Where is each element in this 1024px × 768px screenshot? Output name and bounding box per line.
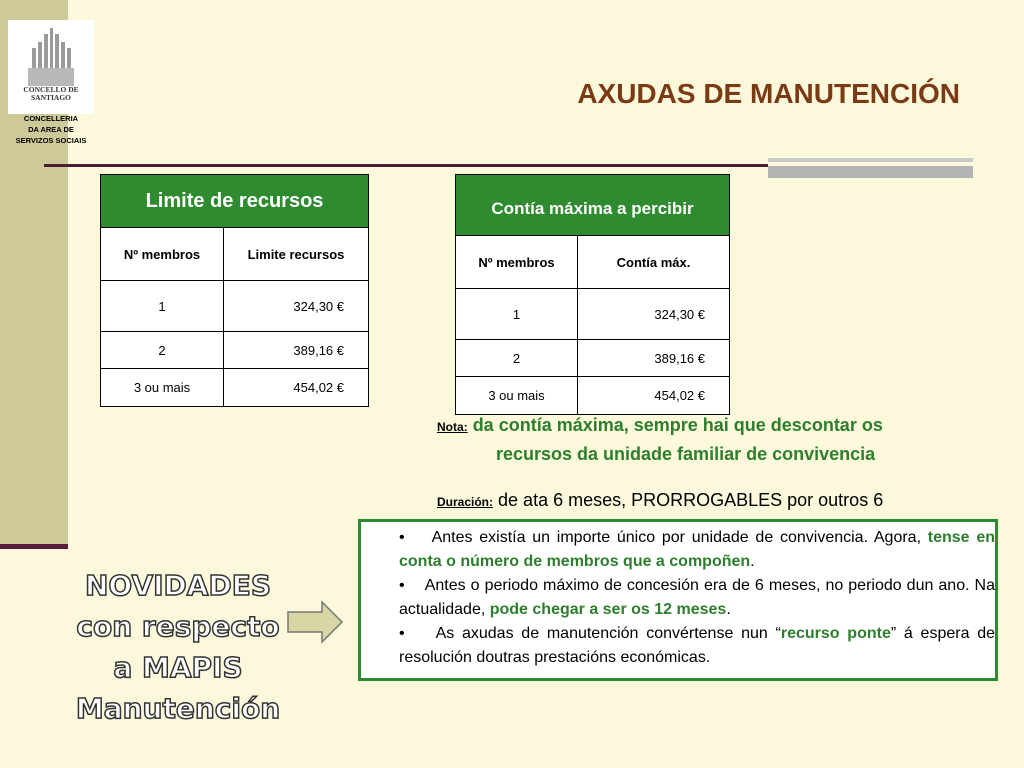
max-table-header: Contía máxima a percibir [456, 175, 730, 236]
table-cell-value: 454,02 € [578, 377, 730, 415]
logo-name-line1: CONCELLO DE [23, 85, 79, 94]
page-title: AXUDAS DE MANUTENCIÓN [577, 78, 960, 109]
dept-line1: CONCELLERIA [23, 114, 79, 123]
novidades-box [358, 519, 998, 681]
table-cell-members: 3 ou mais [456, 377, 578, 415]
novidades-line3: a MAPIS Manutención [75, 651, 281, 725]
title-decor-bar [768, 158, 973, 178]
max-amount-table [455, 174, 730, 415]
department-label [8, 113, 94, 146]
bullet-highlight: tense en conta o número de membros que a compoñen [399, 529, 995, 570]
limits-table-header: Limite de recursos [101, 175, 369, 228]
bullet-text-end: . [750, 553, 755, 570]
bullet-symbol: • [399, 529, 405, 546]
table-cell-members: 2 [101, 332, 224, 369]
max-col-value: Contía máx. [578, 236, 730, 289]
bullet-highlight: recurso ponte [780, 625, 891, 642]
limits-col-members: Nº membros [101, 228, 224, 281]
list-item [361, 574, 995, 622]
novidades-line1: NOVIDADES [84, 569, 272, 602]
logo-name-line2: SANTIAGO [30, 93, 71, 102]
note [437, 412, 957, 468]
bullet-text-end: ” á espera de resolución doutras prestacións económicas. [399, 625, 996, 666]
dept-line3: SERVIZOS SOCIAIS [15, 136, 87, 145]
list-item [361, 522, 995, 574]
duration-text: de ata 6 meses, PRORROGABLES por outros 6 [498, 490, 884, 510]
novidades-heading [10, 565, 346, 729]
note-label: Nota: [437, 420, 468, 434]
sidebar-base-line [0, 544, 68, 549]
logo-name [8, 86, 94, 102]
bullet-text-end: . [726, 601, 731, 618]
bullet-text: As axudas de manutención convértense nun “ [435, 625, 781, 642]
table-cell-value: 389,16 € [224, 332, 369, 369]
bullet-symbol: • [399, 577, 405, 594]
note-line2: recursos da unidade familiar de convivencia [496, 444, 876, 464]
duration-label: Duración: [437, 495, 494, 509]
limits-table [100, 174, 369, 407]
novidades-list [361, 522, 995, 670]
bullet-highlight: pode chegar a ser os 12 meses [489, 601, 727, 618]
table-cell-members: 1 [101, 281, 224, 332]
bullet-text: Antes o periodo máximo de concesión era de 6 meses, no periodo dun ano. Na actualidade, [399, 577, 996, 618]
duration [437, 490, 883, 511]
limits-col-value: Limite recursos [224, 228, 369, 281]
cathedral-logo-icon [26, 28, 76, 86]
list-item [361, 622, 995, 670]
bullet-text: Antes existía un importe único por unidade de convivencia. Agora, [431, 529, 928, 546]
table-cell-members: 3 ou mais [101, 369, 224, 407]
table-cell-value: 324,30 € [578, 289, 730, 340]
note-line1: da contía máxima, sempre hai que descontar os [472, 415, 883, 435]
table-cell-value: 454,02 € [224, 369, 369, 407]
concello-logo [8, 20, 94, 114]
max-col-members: Nº membros [456, 236, 578, 289]
dept-line2: DA AREA DE [28, 125, 74, 134]
table-cell-members: 2 [456, 340, 578, 377]
table-cell-value: 389,16 € [578, 340, 730, 377]
bullet-symbol: • [399, 625, 405, 642]
novidades-line2: con respecto [76, 610, 280, 643]
table-cell-members: 1 [456, 289, 578, 340]
table-cell-value: 324,30 € [224, 281, 369, 332]
right-arrow-icon [286, 600, 344, 644]
